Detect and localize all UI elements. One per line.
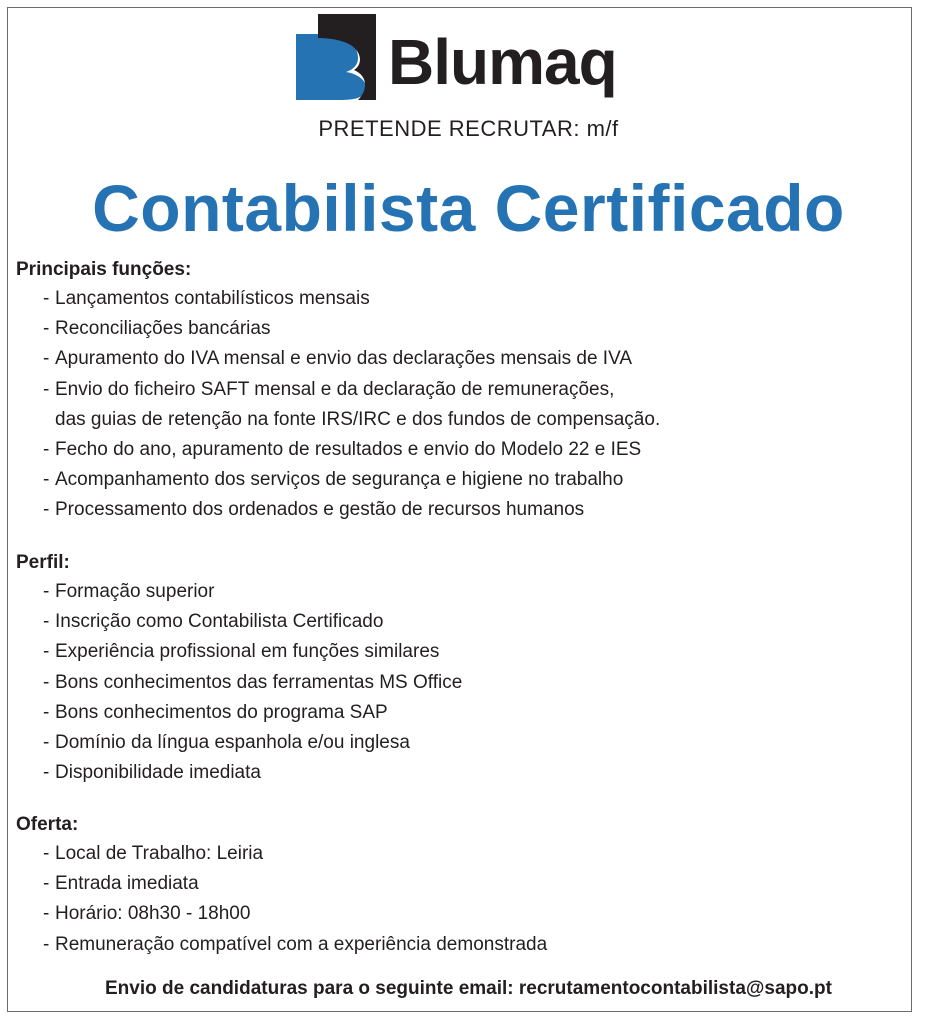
- list-item: - Formação superior: [43, 581, 215, 602]
- list-item: - Horário: 08h30 - 18h00: [43, 903, 251, 925]
- list-item: - Lançamentos contabilísticos mensais: [43, 288, 370, 309]
- offer-heading: Oferta:: [16, 814, 79, 835]
- functions-section: [16, 256, 916, 526]
- job-title: Contabilista Certificado: [92, 171, 845, 245]
- blumaq-logo-icon: [296, 14, 380, 102]
- list-item: - Entrada imediata: [43, 873, 199, 895]
- list-item: - Local de Trabalho: Leiria: [43, 843, 264, 864]
- list-item: - Domínio da língua espanhola e/ou inglesa: [43, 732, 410, 754]
- functions-list: [16, 284, 916, 526]
- list-item: - Reconciliações bancárias: [43, 318, 271, 340]
- blumaq-logo: [296, 14, 636, 102]
- brand-name: Blumaq: [388, 26, 617, 98]
- list-item: - Bons conhecimentos das ferramentas MS Office: [43, 671, 463, 693]
- profile-list: [16, 577, 916, 788]
- list-item: - Envio do ficheiro SAFT mensal e da declaração de remunerações, das guias de retenção na fonte IRS/IRC e dos fundos de compensação.: [43, 378, 661, 430]
- list-item: - Fecho do ano, apuramento de resultados e envio do Modelo 22 e IES: [43, 439, 642, 461]
- list-item: - Processamento dos ordenados e gestão de recursos humanos: [43, 499, 585, 521]
- application-email-note: Envio de candidaturas para o seguinte email: recrutamentocontabilista@sapo.pt: [105, 978, 832, 999]
- list-item: - Acompanhamento dos serviços de segurança e higiene no trabalho: [43, 469, 624, 491]
- profile-section: [16, 549, 916, 788]
- list-item: - Experiência profissional em funções similares: [43, 641, 440, 663]
- profile-heading: Perfil:: [16, 552, 70, 573]
- recruitment-subtitle: PRETENDE RECRUTAR: m/f: [318, 116, 619, 141]
- offer-section: [16, 811, 916, 960]
- list-item: - Inscrição como Contabilista Certificado: [43, 611, 384, 633]
- list-item: - Apuramento do IVA mensal e envio das declarações mensais de IVA: [43, 348, 633, 370]
- list-item: - Disponibilidade imediata: [43, 762, 261, 784]
- offer-list: [16, 839, 916, 960]
- list-item: - Bons conhecimentos do programa SAP: [43, 701, 388, 723]
- list-item: - Remuneração compatível com a experiência demonstrada: [43, 933, 548, 955]
- functions-heading: Principais funções:: [16, 259, 192, 280]
